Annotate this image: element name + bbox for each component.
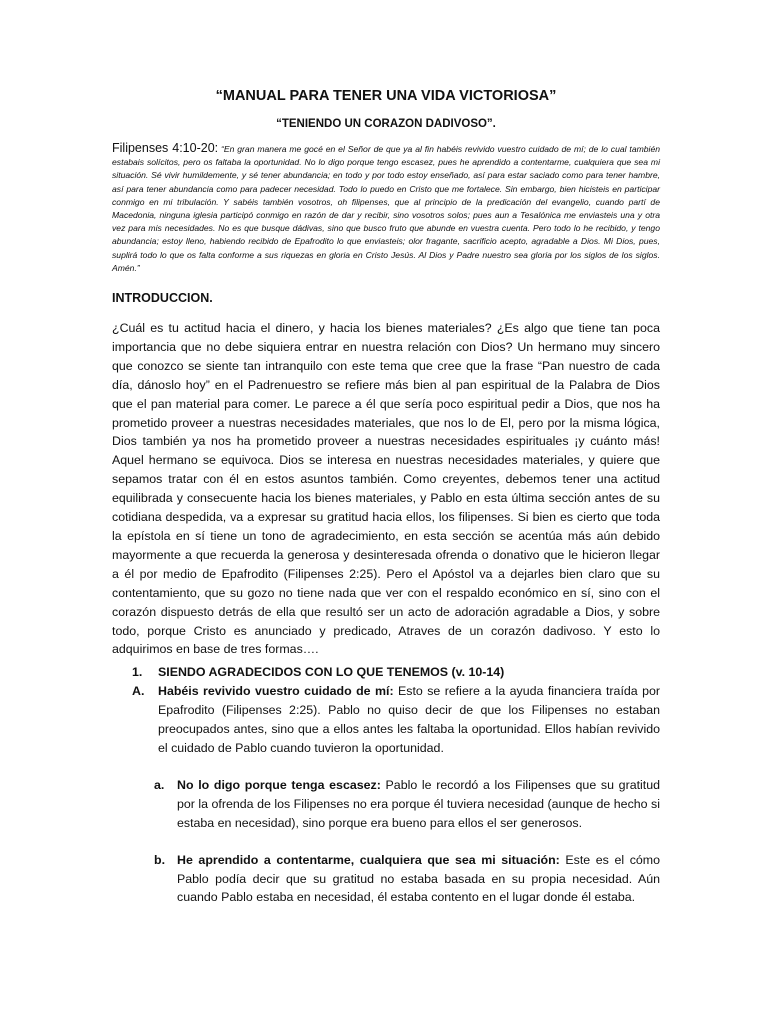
outline-list [112, 663, 660, 907]
sub-b-marker: b. [154, 852, 166, 867]
document-subtitle: “TENIENDO UN CORAZON DADIVOSO”. [276, 118, 496, 130]
point-1-marker: 1. [132, 665, 143, 680]
point-a-text: Esto se refiere a la ayuda financiera traída por Epafrodito (Filipenses 2:25). Pablo no quiso decir de que los Filipenses no estaban preocupados antes, sino que a ellos antes les faltaba la oportunidad. Ellos habían revivido el cuidado de Pablo cuando tuvieron la oportunidad. [158, 684, 660, 755]
sub-a-content [177, 776, 660, 833]
sub-a-lead: No lo digo porque tenga escasez: [177, 777, 381, 792]
scripture-reference: Filipenses 4:10-20: [112, 141, 219, 155]
point-1-label: SIENDO AGRADECIDOS CON LO QUE TENEMOS (v. 10-14) [158, 665, 505, 680]
scripture-quote: “En gran manera me gocé en el Señor de que ya al fin habéis revivido vuestro cuidado de mí; de lo cual también estabais solícitos, pero os faltaba la oportunidad. No lo digo porque tengo escasez, pues he aprendido a contentarme, cualquiera que sea mi situación. Sé vivir humildemente, y sé tener abundancia; en todo y por todo estoy enseñado, así para estar saciado como para tener hambre, así para tener abundancia como para padecer necesidad. Todo lo puedo en Cristo que me fortalece. Sin embargo, bien hicisteis en participar conmigo en mi tribulación. Y sabéis también vosotros, oh filipenses, que al principio de la predicación del evangelio, cuando partí de Macedonia, ninguna iglesia participó conmigo en razón de dar y recibir, sino vosotros solos; pues aun a Tesalónica me enviasteis una y otra vez para mis necesidades. No es que busque dádivas, sino que busco fruto que abunde en vuestra cuenta. Pero todo lo he recibido, y tengo abundancia; estoy lleno, habiendo recibido de Epafrodito lo que enviasteis; olor fragante, sacrificio acepto, agradable a Dios. Mi Dios, pues, suplirá todo lo que os falta conforme a sus riquezas en gloria en Cristo Jesús. Al Dios y Padre nuestro sea gloria por los siglos de los siglos. Amén.” [112, 144, 661, 273]
sub-a-marker: a. [154, 777, 165, 792]
sub-b-lead: He aprendido a contentarme, cualquiera que sea mi situación: [177, 852, 560, 867]
scripture-passage [112, 142, 660, 275]
point-a-marker: A. [132, 684, 145, 699]
outline-point-1 [112, 663, 660, 682]
document-title: “MANUAL PARA TENER UNA VIDA VICTORIOSA” [215, 88, 557, 104]
intro-paragraph: ¿Cuál es tu actitud hacia el dinero, y hacia los bienes materiales? ¿Es algo que tiene tan poca importancia que no debe siquiera entrar en nuestra relación con Dios? Un hermano muy sincero que conozco se siente tan intranquilo con este tema que cree que la frase “Pan nuestro de cada día, dánoslo hoy” en el Padrenuestro se refiere más bien al pan espiritual de la Palabra de Dios que el pan material para comer. Le parece a él que sería poco espiritual pedir a Dios, que nos ha prometido proveer a nuestras necesidades materiales, que nos lo de El, pero por la misma lógica, Dios también ya nos ha prometido proveer a nuestras necesidades espirituales ¡y cuánto más! Aquel hermano se equivoca. Dios se interesa en nuestras necesidades materiales, y quiere que sepamos tratar con él en estos asuntos también. Como creyentes, debemos tener una actitud equilibrada y consecuente hacia los bienes materiales, y Pablo en esta última sección antes de su cotidiana despedida, va a expresar su gratitud hacia ellos, los filipenses. Si bien es cierto que toda la epístola en sí tiene un tono de agradecimiento, en esta sección se acentúa más aún debido mayormente a que recuerda la generosa y desinteresada ofrenda o donativo que le hicieron llegar a él por medio de Epafrodito (Filipenses 2:25). Pero el Apóstol va a dejarles bien claro que su contentamiento, que su gozo no tiene nada que ver con el respaldo económico en sí, sino con el corazón dispuesto detrás de ella que resultó ser un acto de adoración agradable a Dios, y sobre todo, porque Cristo es anunciado y predicado, Atraves de un corazón dadivoso. Y esto lo adquirimos en base de tres formas…. [112, 321, 660, 657]
outline-sub-a [112, 776, 660, 833]
point-a-content [158, 682, 660, 758]
outline-point-a [112, 682, 660, 758]
sub-b-content [177, 851, 660, 908]
intro-heading: INTRODUCCION. [112, 291, 213, 306]
outline-sub-b [112, 851, 660, 908]
sub-b-text: Este es el cómo Pablo podía decir que su gratitud no estaba basada en su propia necesidad. Aún cuando Pablo estaba en necesidad, él estaba contento en el lugar donde él estaba. [177, 852, 660, 905]
sub-a-text: Pablo le recordó a los Filipenses que su gratitud por la ofrenda de los Filipenses no era porque él tuviera necesidad (aunque de hecho si estaba en necesidad), sino porque era bueno para ellos el ser generosos. [177, 777, 661, 830]
point-a-lead: Habéis revivido vuestro cuidado de mí: [158, 684, 394, 699]
